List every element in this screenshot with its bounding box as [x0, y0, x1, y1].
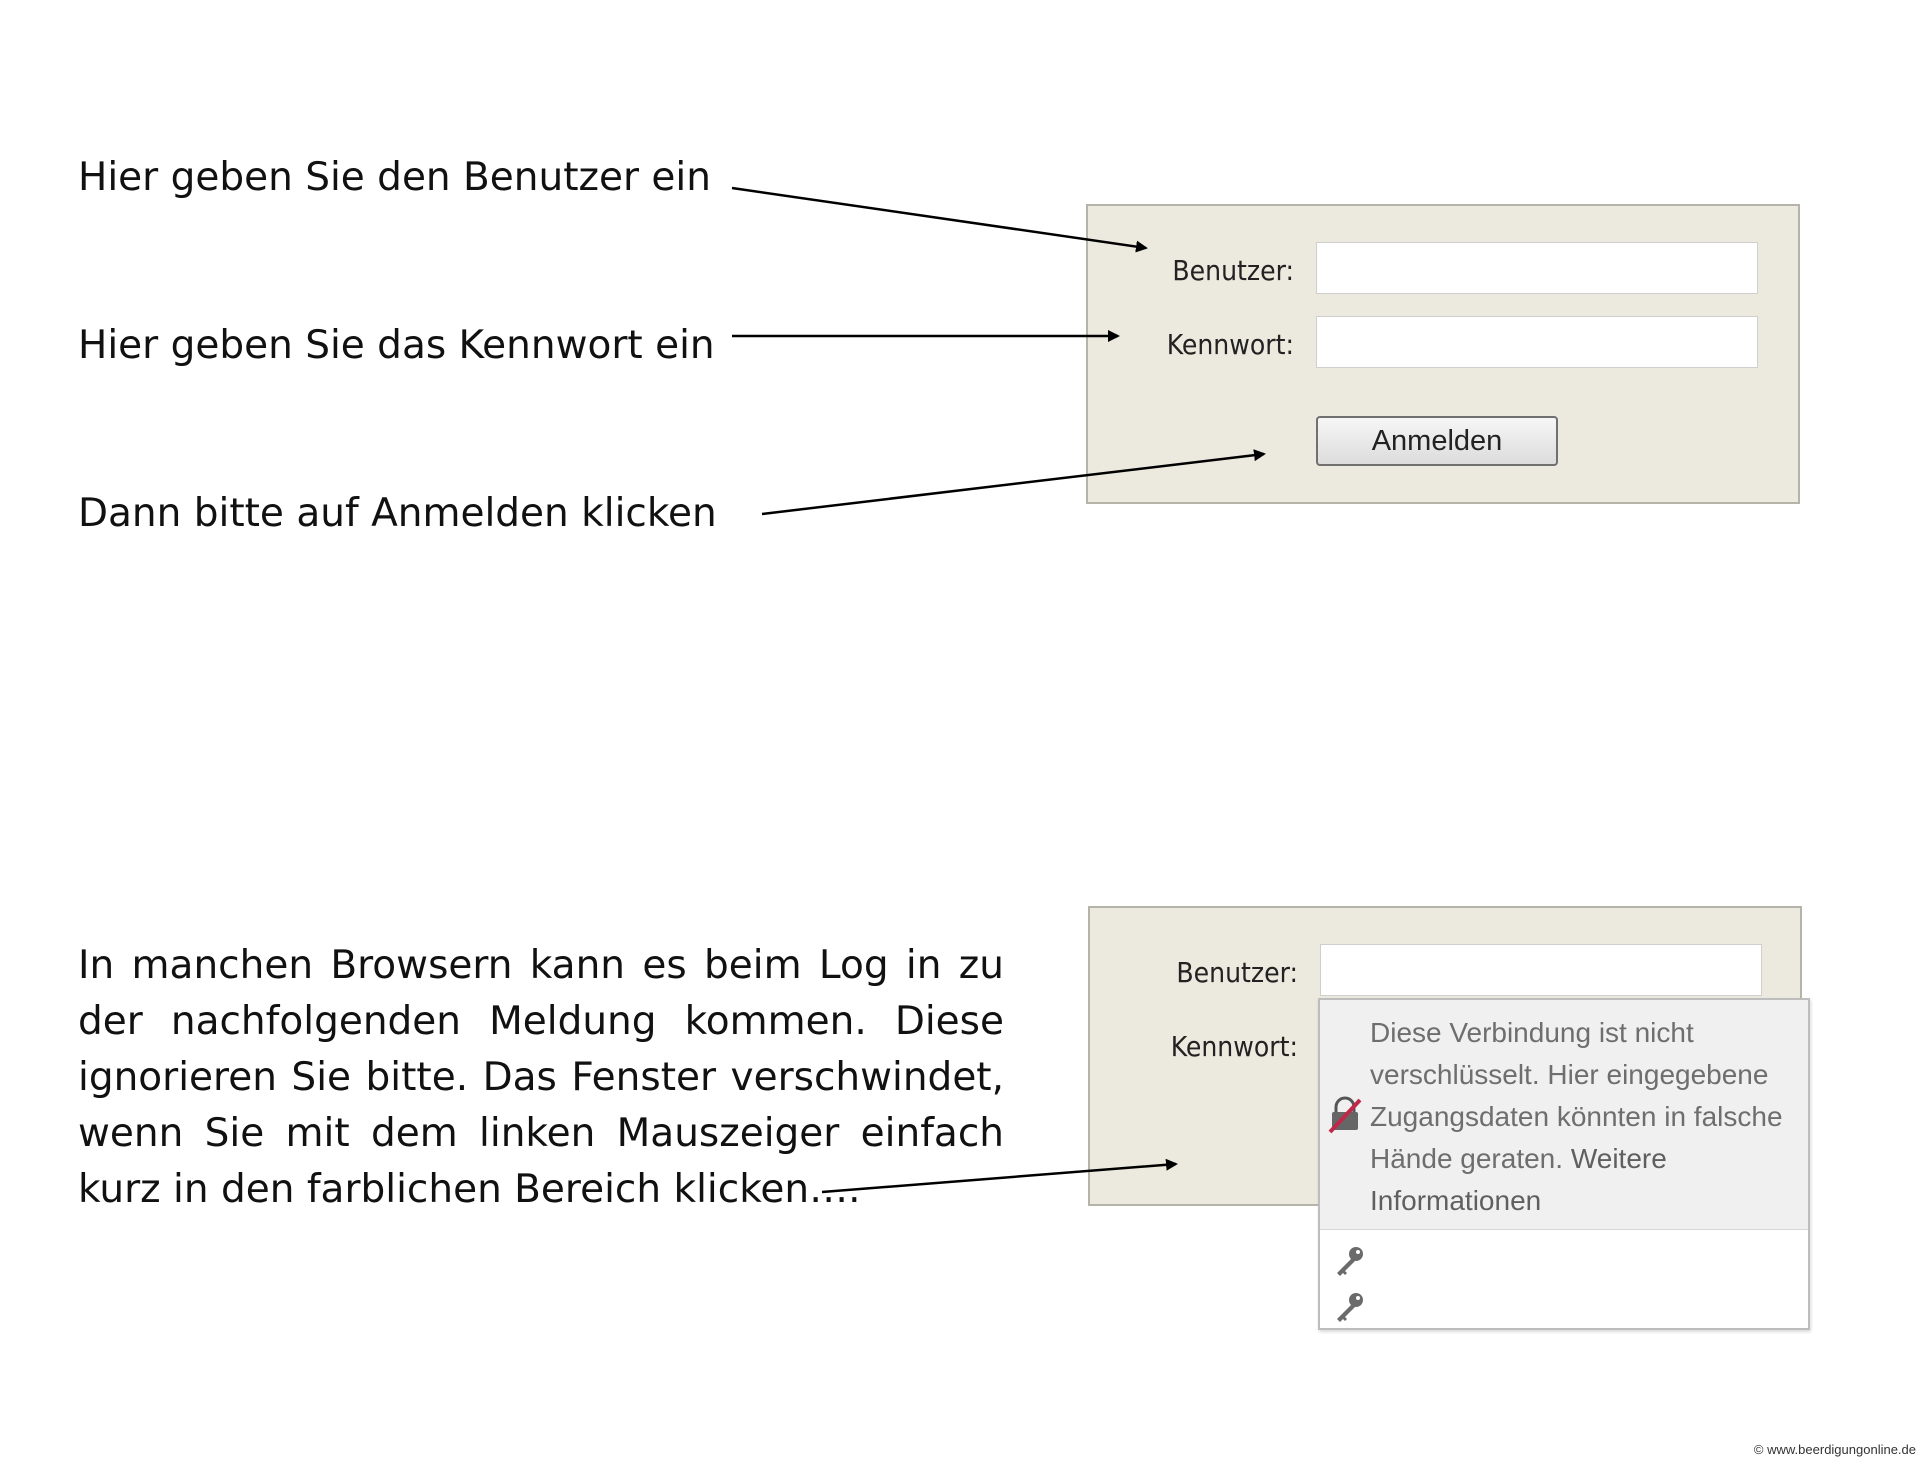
arrow-to-user-field: [732, 188, 1146, 248]
instruction-password: Hier geben Sie das Kennwort ein: [78, 323, 715, 368]
user-label: Benutzer:: [1172, 254, 1294, 287]
arrow-to-colored-area: [822, 1164, 1176, 1192]
more-info-link[interactable]: Weitere Informationen: [1370, 1143, 1667, 1216]
user-label: Benutzer:: [1176, 956, 1298, 989]
login-button[interactable]: Anmelden: [1316, 416, 1558, 466]
password-label: Kennwort:: [1166, 328, 1294, 361]
instruction-user: Hier geben Sie den Benutzer ein: [78, 155, 711, 200]
browser-warning-note: In manchen Browsern kann es beim Log in zu der nachfolgenden Meldung kommen. Diese ignorieren Sie bitte. Das Fenster verschwindet, wenn Sie mit dem linken Mauszeiger einfach kurz in den farblichen Bereich klicken….: [78, 943, 1004, 1212]
arrow-to-login-button: [762, 454, 1264, 514]
copyright-footer: © www.beerdigungonline.de: [1753, 1442, 1916, 1457]
password-label: Kennwort:: [1170, 1030, 1298, 1063]
instruction-login: Dann bitte auf Anmelden klicken: [78, 491, 717, 536]
popup-message: Diese Verbindung ist nicht verschlüsselt. Hier eingegebene Zugangsdaten könnten in falsche Hände geraten.: [1370, 1017, 1783, 1174]
